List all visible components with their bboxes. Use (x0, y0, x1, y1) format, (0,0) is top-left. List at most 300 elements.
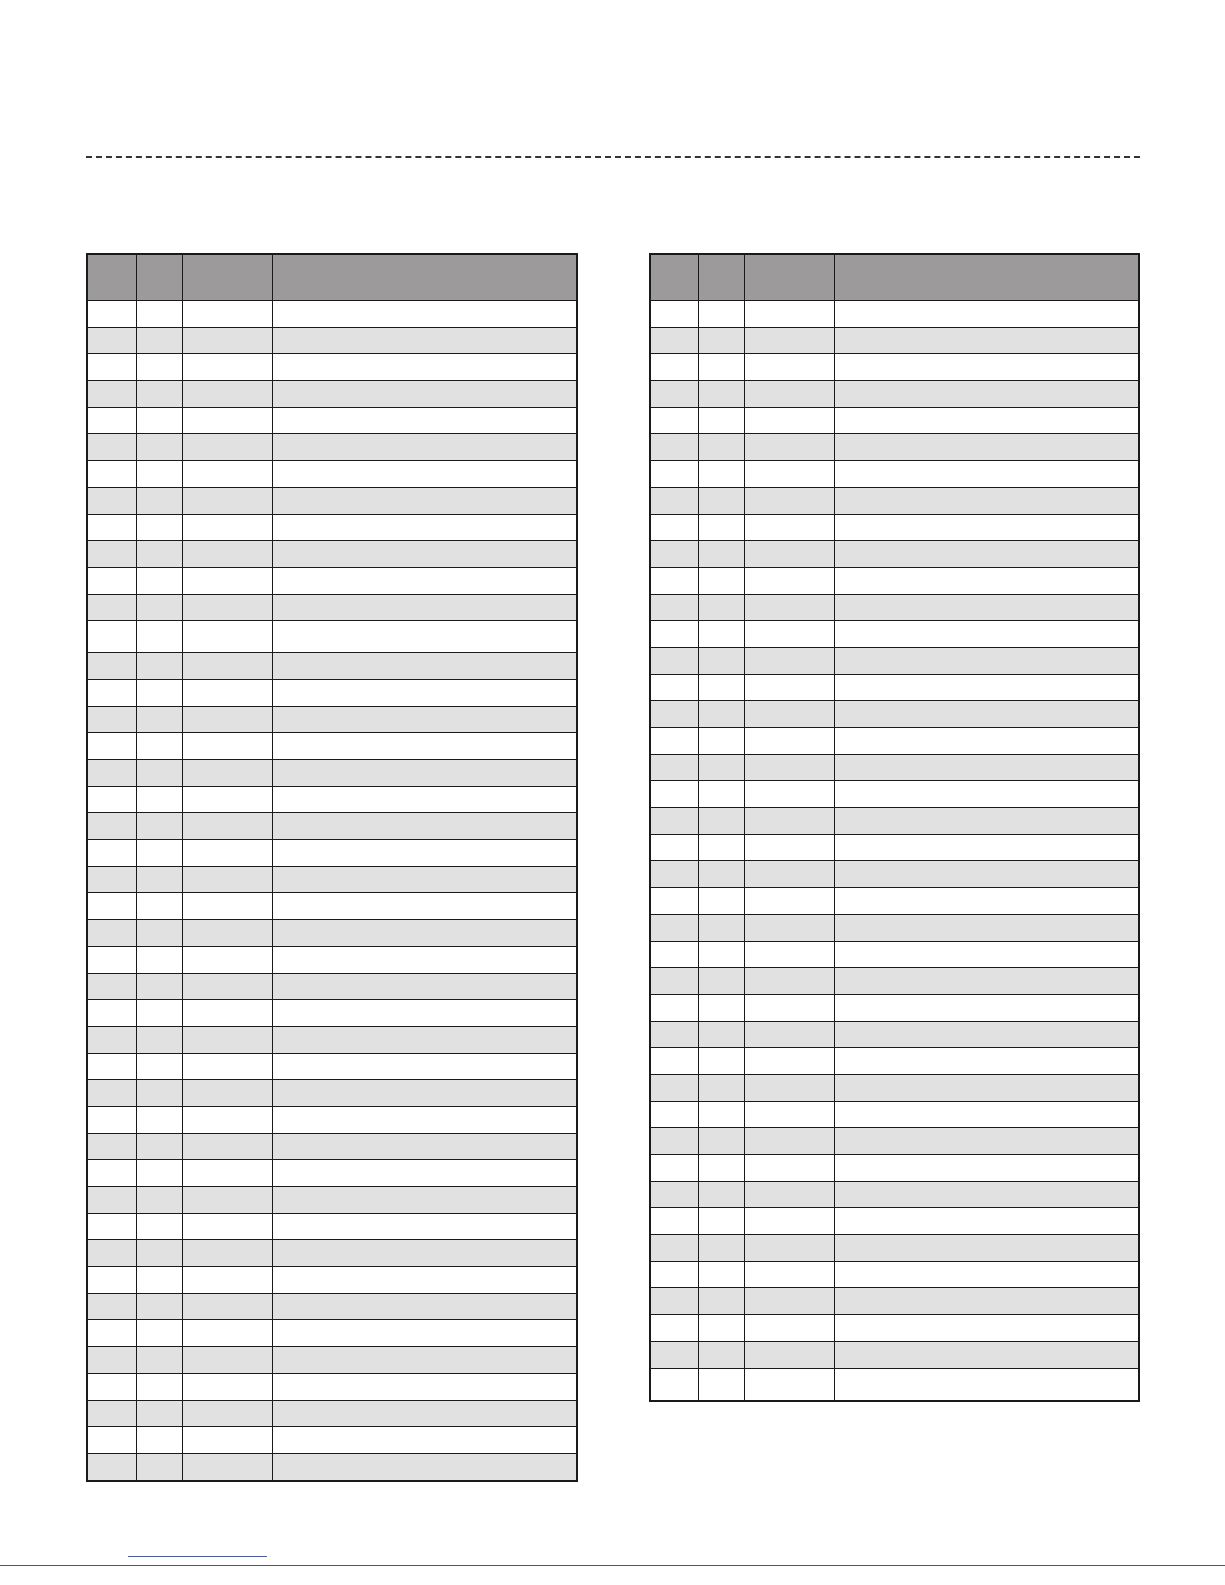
table-cell (272, 541, 577, 568)
table-cell (744, 301, 834, 328)
table-cell (834, 1235, 1139, 1262)
table-cell (136, 1106, 182, 1133)
table-cell (136, 1213, 182, 1240)
table-row (650, 754, 1139, 781)
table-cell (744, 1155, 834, 1182)
table-cell (744, 434, 834, 461)
table-cell (834, 301, 1139, 328)
table-cell (650, 381, 698, 408)
table-cell (136, 487, 182, 514)
table-cell (87, 594, 136, 621)
table-cell (272, 1160, 577, 1187)
table-cell (834, 1261, 1139, 1288)
table-cell (698, 1208, 744, 1235)
table-row (650, 994, 1139, 1021)
table-row (87, 920, 577, 947)
table-cell (744, 1235, 834, 1262)
table-cell (698, 354, 744, 381)
table-cell (182, 866, 272, 893)
table-cell (272, 653, 577, 680)
table-cell (182, 733, 272, 760)
table-cell (136, 1347, 182, 1374)
table-row (87, 1453, 577, 1480)
table-cell (182, 407, 272, 434)
table-cell (87, 1080, 136, 1107)
table-cell (136, 1320, 182, 1347)
table-cell (272, 813, 577, 840)
table-cell (182, 567, 272, 594)
table-cell (834, 728, 1139, 755)
table-cell (136, 813, 182, 840)
table-cell (698, 1048, 744, 1075)
table-cell (698, 621, 744, 648)
table-cell (272, 1026, 577, 1053)
table-cell (272, 487, 577, 514)
table-cell (834, 781, 1139, 808)
table-row (87, 1240, 577, 1267)
table-cell (87, 1026, 136, 1053)
table-cell (87, 1000, 136, 1027)
table-cell (744, 914, 834, 941)
table-cell (698, 914, 744, 941)
table-cell (698, 994, 744, 1021)
table-cell (136, 840, 182, 867)
table-cell (650, 728, 698, 755)
table-cell (272, 1240, 577, 1267)
table-cell (698, 1288, 744, 1315)
table-cell (272, 1400, 577, 1427)
table-row (87, 1106, 577, 1133)
table-row (87, 760, 577, 787)
table-row (650, 621, 1139, 648)
table-cell (136, 1053, 182, 1080)
table-cell (182, 893, 272, 920)
table-cell (87, 407, 136, 434)
table-cell (182, 1427, 272, 1454)
table-row (87, 840, 577, 867)
table-cell (136, 973, 182, 1000)
table-cell (698, 594, 744, 621)
table-cell (650, 621, 698, 648)
table-cell (87, 1133, 136, 1160)
table-cell (834, 647, 1139, 674)
table-cell (744, 781, 834, 808)
table-cell (834, 381, 1139, 408)
table-cell (136, 946, 182, 973)
table-cell (650, 808, 698, 835)
table-row (87, 1320, 577, 1347)
header-cell (650, 254, 698, 301)
table-cell (182, 487, 272, 514)
table-cell (182, 1053, 272, 1080)
table-cell (834, 541, 1139, 568)
table-row (87, 1400, 577, 1427)
table-cell (698, 1315, 744, 1342)
table-cell (650, 487, 698, 514)
table-cell (698, 541, 744, 568)
table-row (87, 893, 577, 920)
table-row (87, 1080, 577, 1107)
table-cell (744, 1048, 834, 1075)
table-cell (136, 1400, 182, 1427)
table-cell (650, 834, 698, 861)
table-row (650, 834, 1139, 861)
table-cell (87, 301, 136, 328)
table-cell (834, 1074, 1139, 1101)
table-cell (650, 1074, 698, 1101)
table-cell (650, 1021, 698, 1048)
table-cell (744, 1128, 834, 1155)
table-cell (272, 679, 577, 706)
table-cell (650, 674, 698, 701)
table-row (650, 1181, 1139, 1208)
table-row (650, 1021, 1139, 1048)
table-row (87, 434, 577, 461)
table-row (650, 1074, 1139, 1101)
table-cell (272, 514, 577, 541)
table-row (650, 781, 1139, 808)
table-cell (136, 706, 182, 733)
table-row (650, 808, 1139, 835)
table-cell (650, 434, 698, 461)
table-row (87, 461, 577, 488)
table-cell (698, 1341, 744, 1368)
table-row (650, 1235, 1139, 1262)
table-cell (87, 1106, 136, 1133)
table-cell (87, 354, 136, 381)
table-cell (87, 920, 136, 947)
table-cell (182, 1213, 272, 1240)
table-cell (744, 407, 834, 434)
table-cell (136, 786, 182, 813)
table-cell (136, 1373, 182, 1400)
table-cell (744, 1181, 834, 1208)
table-cell (87, 1213, 136, 1240)
table-row (87, 1133, 577, 1160)
table-row (87, 1347, 577, 1374)
dashed-separator (86, 156, 1140, 158)
table-cell (272, 920, 577, 947)
table-row (87, 327, 577, 354)
table-cell (182, 1347, 272, 1374)
table-cell (136, 621, 182, 653)
table-cell (744, 381, 834, 408)
table-cell (744, 594, 834, 621)
footer-rule (0, 1565, 1225, 1566)
table-cell (744, 1074, 834, 1101)
table-cell (834, 808, 1139, 835)
blank-table-left (86, 253, 578, 1482)
table-cell (272, 567, 577, 594)
table-row (87, 946, 577, 973)
table-cell (698, 301, 744, 328)
table-cell (182, 621, 272, 653)
table-row (87, 973, 577, 1000)
table-cell (136, 920, 182, 947)
table-cell (650, 1128, 698, 1155)
table-cell (650, 354, 698, 381)
table-cell (744, 1288, 834, 1315)
table-cell (650, 914, 698, 941)
table-row (87, 514, 577, 541)
table-cell (182, 1293, 272, 1320)
table-cell (136, 679, 182, 706)
table-cell (272, 706, 577, 733)
table-row (650, 1261, 1139, 1288)
table-cell (834, 994, 1139, 1021)
table-cell (698, 647, 744, 674)
table-cell (650, 994, 698, 1021)
table-cell (698, 1128, 744, 1155)
table-cell (272, 1373, 577, 1400)
table-cell (834, 1048, 1139, 1075)
table-cell (650, 781, 698, 808)
table-cell (744, 861, 834, 888)
footer-link-underline[interactable] (128, 1556, 267, 1557)
table-cell (650, 461, 698, 488)
table-row (87, 1053, 577, 1080)
table-cell (182, 594, 272, 621)
table-cell (87, 760, 136, 787)
table-row (87, 1026, 577, 1053)
table-cell (272, 1267, 577, 1294)
table-row (650, 541, 1139, 568)
table-cell (272, 407, 577, 434)
table-cell (650, 1261, 698, 1288)
table-cell (650, 861, 698, 888)
table-cell (698, 968, 744, 995)
table-cell (87, 1160, 136, 1187)
header-cell (136, 254, 182, 301)
table-cell (698, 781, 744, 808)
table-cell (650, 888, 698, 915)
table-cell (744, 1261, 834, 1288)
table-cell (834, 487, 1139, 514)
table-cell (87, 1427, 136, 1454)
table-row (650, 1048, 1139, 1075)
table-cell (136, 354, 182, 381)
table-cell (698, 941, 744, 968)
table-cell (182, 679, 272, 706)
table-cell (87, 733, 136, 760)
table-cell (182, 1240, 272, 1267)
table-cell (698, 1235, 744, 1262)
table-row (650, 1128, 1139, 1155)
table-cell (698, 434, 744, 461)
table-cell (87, 840, 136, 867)
table-cell (272, 1347, 577, 1374)
table-cell (272, 1427, 577, 1454)
table-cell (744, 941, 834, 968)
table-row (87, 1427, 577, 1454)
table-cell (744, 1341, 834, 1368)
table-cell (87, 1320, 136, 1347)
table-cell (650, 514, 698, 541)
table-cell (698, 327, 744, 354)
table-cell (744, 1021, 834, 1048)
table-cell (136, 381, 182, 408)
table-cell (834, 1315, 1139, 1342)
table-cell (834, 461, 1139, 488)
table-cell (182, 461, 272, 488)
table-row (87, 706, 577, 733)
table-cell (87, 706, 136, 733)
table-cell (272, 973, 577, 1000)
table-cell (272, 893, 577, 920)
table-cell (744, 567, 834, 594)
table-cell (650, 567, 698, 594)
table-cell (136, 1267, 182, 1294)
table-cell (136, 760, 182, 787)
table-cell (744, 461, 834, 488)
table-cell (834, 327, 1139, 354)
table-row (650, 327, 1139, 354)
table-cell (650, 754, 698, 781)
table-cell (650, 968, 698, 995)
table-cell (182, 514, 272, 541)
table-row (650, 407, 1139, 434)
table-cell (182, 1160, 272, 1187)
table-cell (834, 754, 1139, 781)
table-cell (182, 354, 272, 381)
table-cell (834, 1181, 1139, 1208)
table-cell (834, 1288, 1139, 1315)
table-row (650, 354, 1139, 381)
table-cell (834, 674, 1139, 701)
table-cell (650, 541, 698, 568)
table-cell (182, 1187, 272, 1214)
table-cell (744, 994, 834, 1021)
table-cell (87, 1373, 136, 1400)
table-cell (650, 647, 698, 674)
table-row (87, 381, 577, 408)
table-cell (650, 1048, 698, 1075)
table-cell (698, 1155, 744, 1182)
table-row (650, 861, 1139, 888)
table-cell (87, 679, 136, 706)
table-cell (698, 701, 744, 728)
table-cell (87, 1187, 136, 1214)
table-cell (272, 327, 577, 354)
header-cell (744, 254, 834, 301)
table-cell (650, 1315, 698, 1342)
table-cell (87, 1293, 136, 1320)
table-cell (182, 1267, 272, 1294)
header-cell (272, 254, 577, 301)
table-row (87, 1187, 577, 1214)
table-cell (744, 487, 834, 514)
table-row (650, 888, 1139, 915)
table-row (650, 1341, 1139, 1368)
table-cell (136, 1160, 182, 1187)
table-cell (650, 301, 698, 328)
table-cell (182, 434, 272, 461)
table-cell (834, 941, 1139, 968)
table-cell (182, 946, 272, 973)
table-cell (136, 541, 182, 568)
table-cell (87, 1400, 136, 1427)
table-row (87, 301, 577, 328)
table-cell (698, 461, 744, 488)
table-cell (136, 1427, 182, 1454)
table-row (650, 1288, 1139, 1315)
table-cell (744, 1101, 834, 1128)
table-cell (744, 1368, 834, 1401)
table-cell (182, 840, 272, 867)
table-cell (272, 1187, 577, 1214)
header-cell (87, 254, 136, 301)
table-cell (834, 434, 1139, 461)
table-cell (272, 1133, 577, 1160)
table-cell (834, 888, 1139, 915)
table-cell (87, 973, 136, 1000)
table-cell (744, 647, 834, 674)
table-cell (272, 381, 577, 408)
table-cell (698, 1074, 744, 1101)
table-cell (272, 301, 577, 328)
table-cell (650, 1341, 698, 1368)
table-cell (744, 1208, 834, 1235)
table-cell (272, 786, 577, 813)
table-cell (87, 327, 136, 354)
table-row (650, 968, 1139, 995)
table-cell (87, 813, 136, 840)
table-row (650, 1368, 1139, 1401)
table-cell (650, 1288, 698, 1315)
table-row (87, 407, 577, 434)
table-cell (182, 920, 272, 947)
table-cell (87, 541, 136, 568)
table-cell (136, 407, 182, 434)
table-row (650, 728, 1139, 755)
blank-table-right (649, 253, 1140, 1402)
table-cell (87, 866, 136, 893)
table-row (650, 514, 1139, 541)
table-cell (650, 701, 698, 728)
table-row (87, 487, 577, 514)
table-cell (182, 1026, 272, 1053)
table-cell (87, 434, 136, 461)
table-cell (744, 728, 834, 755)
table-row (87, 594, 577, 621)
table-cell (182, 541, 272, 568)
table-cell (744, 674, 834, 701)
table-cell (182, 786, 272, 813)
table-cell (136, 567, 182, 594)
table-cell (272, 1293, 577, 1320)
table-cell (698, 888, 744, 915)
table-cell (182, 1400, 272, 1427)
table-row (650, 567, 1139, 594)
table-cell (87, 461, 136, 488)
table-row (87, 354, 577, 381)
table-row (650, 1315, 1139, 1342)
table-cell (87, 1053, 136, 1080)
table-row (87, 813, 577, 840)
table-cell (182, 973, 272, 1000)
table-cell (136, 594, 182, 621)
table-header-row (87, 254, 577, 301)
table-cell (744, 701, 834, 728)
table-cell (698, 514, 744, 541)
table-cell (834, 621, 1139, 648)
table-cell (272, 1213, 577, 1240)
table-cell (834, 567, 1139, 594)
header-cell (698, 254, 744, 301)
table-cell (834, 514, 1139, 541)
table-cell (834, 1368, 1139, 1401)
table-header-row (650, 254, 1139, 301)
